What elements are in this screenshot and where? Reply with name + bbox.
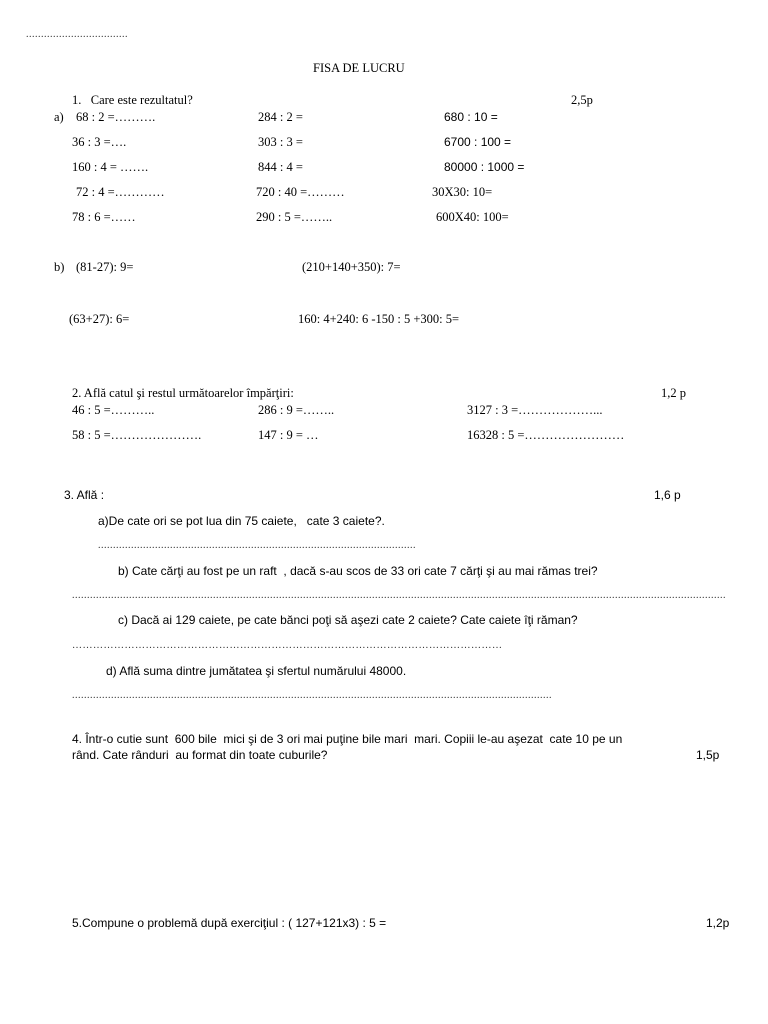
ex1-title: 1. Care este rezultatul?: [72, 93, 193, 107]
ex3-question-c: c) Dacă ai 129 caiete, pe cate bănci poţi să aşezi cate 2 caiete? Cate caiete îţi răman?: [118, 613, 578, 627]
ex1-points: 2,5p: [571, 93, 593, 107]
ex1-item: 680 : 10 =: [444, 110, 498, 124]
name-line: ..................................: [26, 29, 128, 40]
ex1-item: 36 : 3 =….: [72, 135, 127, 149]
ex1-item: 600X40: 100=: [436, 210, 509, 224]
ex3-question-a: a)De cate ori se pot lua din 75 caiete, cate 3 caiete?.: [98, 514, 385, 528]
ex1-item: 6700 : 100 =: [444, 135, 512, 149]
ex2-item: 3127 : 3 =………………...: [467, 403, 603, 417]
ex1-item: 78 : 6 =……: [72, 210, 136, 224]
ex3-question-d: d) Află suma dintre jumătatea şi sfertul numărului 48000.: [106, 664, 407, 678]
ex2-item: 147 : 9 = …: [258, 428, 319, 442]
ex2-item: 46 : 5 =………..: [72, 403, 155, 417]
ex3-question-b: b) Cate cărţi au fost pe un raft , dacă s-au scos de 33 ori cate 7 cărţi şi au mai rămas trei?: [118, 564, 598, 578]
ex4-line2: rând. Cate rânduri au format din toate cuburile?: [72, 748, 328, 762]
answer-line: ……………………………………………………………………………………………………………: [72, 640, 503, 651]
ex1-item: 303 : 3 =: [258, 135, 303, 149]
ex1-item: 160 : 4 = …….: [72, 160, 149, 174]
ex1-item: 68 : 2 =……….: [76, 110, 156, 124]
ex2-title: 2. Află catul şi restul următoarelor împărţiri:: [72, 386, 294, 400]
ex1-b-item: (210+140+350): 7=: [302, 260, 401, 274]
ex3-title: 3. Află :: [64, 488, 105, 502]
ex4-line1: 4. Într-o cutie sunt 600 bile mici şi de 3 ori mai puţine bile mari mari. Copiii le-au aşezat cate 10 pe un: [72, 732, 623, 746]
ex4-points: 1,5p: [696, 748, 720, 762]
ex1-part-a-label: a): [54, 110, 64, 124]
ex1-b-item: (63+27): 6=: [69, 312, 130, 326]
ex1-item: 30X30: 10=: [432, 185, 493, 199]
answer-line: ................................................................................................................................................................: [72, 690, 552, 701]
ex2-points: 1,2 p: [661, 386, 686, 400]
ex1-b-item: (81-27): 9=: [76, 260, 134, 274]
ex1-item: 720 : 40 =………: [256, 185, 345, 199]
ex5-points: 1,2p: [706, 916, 730, 930]
answer-line: ..........................................................................................................................................................................................................................: [72, 590, 726, 601]
ex1-item: 284 : 2 =: [258, 110, 303, 124]
ex3-points: 1,6 p: [654, 488, 681, 502]
answer-line: ..........................................................................................................: [98, 540, 416, 551]
ex2-item: 16328 : 5 =……………………: [467, 428, 625, 442]
page-title: FISA DE LUCRU: [313, 61, 405, 75]
ex1-item: 290 : 5 =……..: [256, 210, 333, 224]
ex5-text: 5.Compune o problemă după exerciţiul : ( 127+121x3) : 5 =: [72, 916, 387, 930]
ex1-item: 80000 : 1000 =: [444, 160, 525, 174]
ex1-item: 72 : 4 =…………: [76, 185, 165, 199]
ex1-b-item: 160: 4+240: 6 -150 : 5 +300: 5=: [298, 312, 460, 326]
ex1-part-b-label: b): [54, 260, 65, 274]
ex1-item: 844 : 4 =: [258, 160, 303, 174]
ex2-item: 286 : 9 =……..: [258, 403, 335, 417]
ex2-item: 58 : 5 =………………….: [72, 428, 202, 442]
